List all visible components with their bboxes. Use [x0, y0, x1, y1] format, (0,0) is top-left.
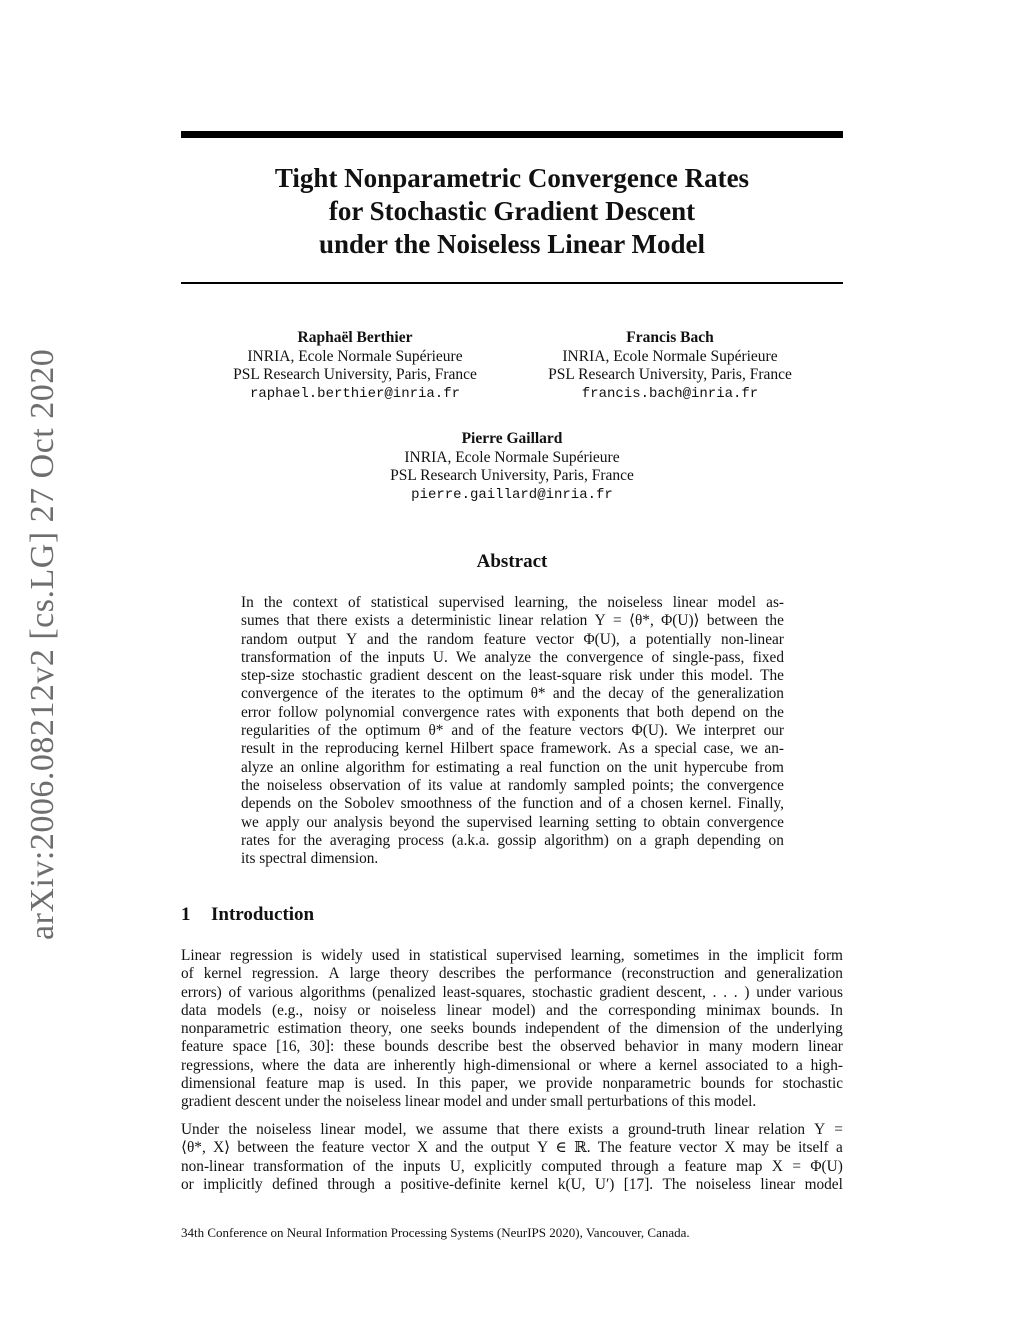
- paper-title: [181, 162, 843, 261]
- section-number: 1: [181, 904, 191, 925]
- abstract-heading: Abstract: [476, 551, 548, 572]
- title-rule-top: [181, 131, 843, 138]
- abstract-line: In the context of statistical supervised learning, the noiseless linear model as-: [241, 594, 784, 611]
- abstract-line: its spectral dimension.: [241, 850, 379, 868]
- section-title: Introduction: [211, 904, 315, 925]
- author-affiliation: INRIA, Ecole Normale Supérieure: [404, 448, 620, 466]
- title-line: for Stochastic Gradient Descent: [328, 196, 696, 226]
- author-block: [185, 329, 525, 403]
- abstract-line: sumes that there exists a deterministic linear relation Y = ⟨θ*, Φ(U)⟩ between the: [241, 612, 784, 630]
- author-affiliation: PSL Research University, Paris, France: [390, 467, 634, 484]
- abstract-line: rates for the averaging process (a.k.a. gossip algorithm) on a graph depending on: [241, 831, 784, 849]
- abstract-line: random output Y and the random feature vector Φ(U), a potentially non-linear: [241, 630, 784, 648]
- body-line: gradient descent under the noiseless linear model and under small perturbations of this model.: [181, 1093, 757, 1111]
- body-line: dimensional feature map is used. In this paper, we provide nonparametric bounds for stochastic: [181, 1075, 843, 1093]
- author-name: Francis Bach: [626, 329, 714, 346]
- section-heading: [181, 904, 314, 926]
- body-line: feature space [16, 30]: these bounds describe best the observed behavior in many modern linear: [181, 1038, 843, 1056]
- body-line: Under the noiseless linear model, we assume that there exists a ground-truth linear relation Y =: [181, 1121, 843, 1138]
- body-line: Linear regression is widely used in statistical supervised learning, sometimes in the implicit form: [181, 947, 843, 964]
- body-line: or implicitly defined through a positive-definite kernel k(U, U′) [17]. The noiseless linear model: [181, 1175, 843, 1193]
- author-name: Pierre Gaillard: [461, 430, 563, 447]
- abstract-line: error follow polynomial convergence rates with exponents that both depend on the: [241, 703, 784, 721]
- body-line: ⟨θ*, X⟩ between the feature vector X and the output Y ∈ ℝ. The feature vector X may be itself a: [181, 1139, 843, 1157]
- abstract-line: depends on the Sobolev smoothness of the function and of a chosen kernel. Finally,: [241, 795, 784, 813]
- author-block: [500, 329, 840, 403]
- abstract-line: transformation of the inputs U. We analyze the convergence of single-pass, fixed: [241, 648, 784, 666]
- abstract-line: result in the reproducing kernel Hilbert space framework. As a special case, we an-: [241, 740, 784, 758]
- author-email[interactable]: pierre.gaillard@inria.fr: [411, 486, 613, 503]
- title-line: Tight Nonparametric Convergence Rates: [274, 163, 750, 193]
- conference-footnote: 34th Conference on Neural Information Processing Systems (NeurIPS 2020), Vancouver, Canada.: [181, 1225, 690, 1240]
- author-affiliation: PSL Research University, Paris, France: [548, 366, 792, 383]
- intro-paragraph: [181, 1121, 843, 1194]
- author-block: [342, 430, 682, 504]
- author-affiliation: PSL Research University, Paris, France: [233, 366, 477, 383]
- body-line: non-linear transformation of the inputs U, explicitly computed through a feature map X = Φ(U): [181, 1157, 843, 1175]
- title-rule-bottom: [181, 282, 843, 284]
- abstract-line: convergence of the iterates to the optimum θ* and the decay of the generalization: [241, 685, 784, 703]
- body-line: errors) of various algorithms (penalized least-squares, stochastic gradient descent, . . . ) under various: [181, 983, 843, 1001]
- abstract-text: [241, 594, 784, 868]
- title-line: under the Noiseless Linear Model: [318, 229, 705, 259]
- body-line: nonparametric estimation theory, one seeks bounds independent of the dimension of the underlying: [181, 1020, 843, 1038]
- author-email[interactable]: francis.bach@inria.fr: [581, 385, 759, 402]
- intro-paragraph: [181, 947, 843, 1112]
- body-line: data models (e.g., noisy or noiseless linear model) and the corresponding minimax bounds. In: [181, 1001, 843, 1019]
- abstract-line: the noiseless observation of its value at randomly sampled points; the convergence: [241, 776, 784, 794]
- author-name: Raphaël Berthier: [297, 329, 413, 346]
- body-line: of kernel regression. A large theory describes the performance (reconstruction and generalization: [181, 965, 843, 983]
- abstract-line: regularities of the optimum θ* and of the feature vectors Φ(U). We interpret our: [241, 722, 784, 740]
- author-affiliation: INRIA, Ecole Normale Supérieure: [562, 347, 778, 365]
- abstract-line: we apply our analysis beyond the supervised learning setting to obtain convergence: [241, 813, 784, 831]
- body-line: regressions, where the data are inherently high-dimensional or where a kernel associated to a high-: [181, 1056, 843, 1074]
- abstract-line: alyze an online algorithm for estimating a real function on the unit hypercube from: [241, 758, 784, 776]
- author-affiliation: INRIA, Ecole Normale Supérieure: [247, 347, 463, 365]
- author-email[interactable]: raphael.berthier@inria.fr: [249, 385, 461, 402]
- abstract-line: step-size stochastic gradient descent on the least-square risk under this model. The: [241, 667, 784, 685]
- arxiv-identifier: arXiv:2006.08212v2 [cs.LG] 27 Oct 2020: [24, 348, 61, 940]
